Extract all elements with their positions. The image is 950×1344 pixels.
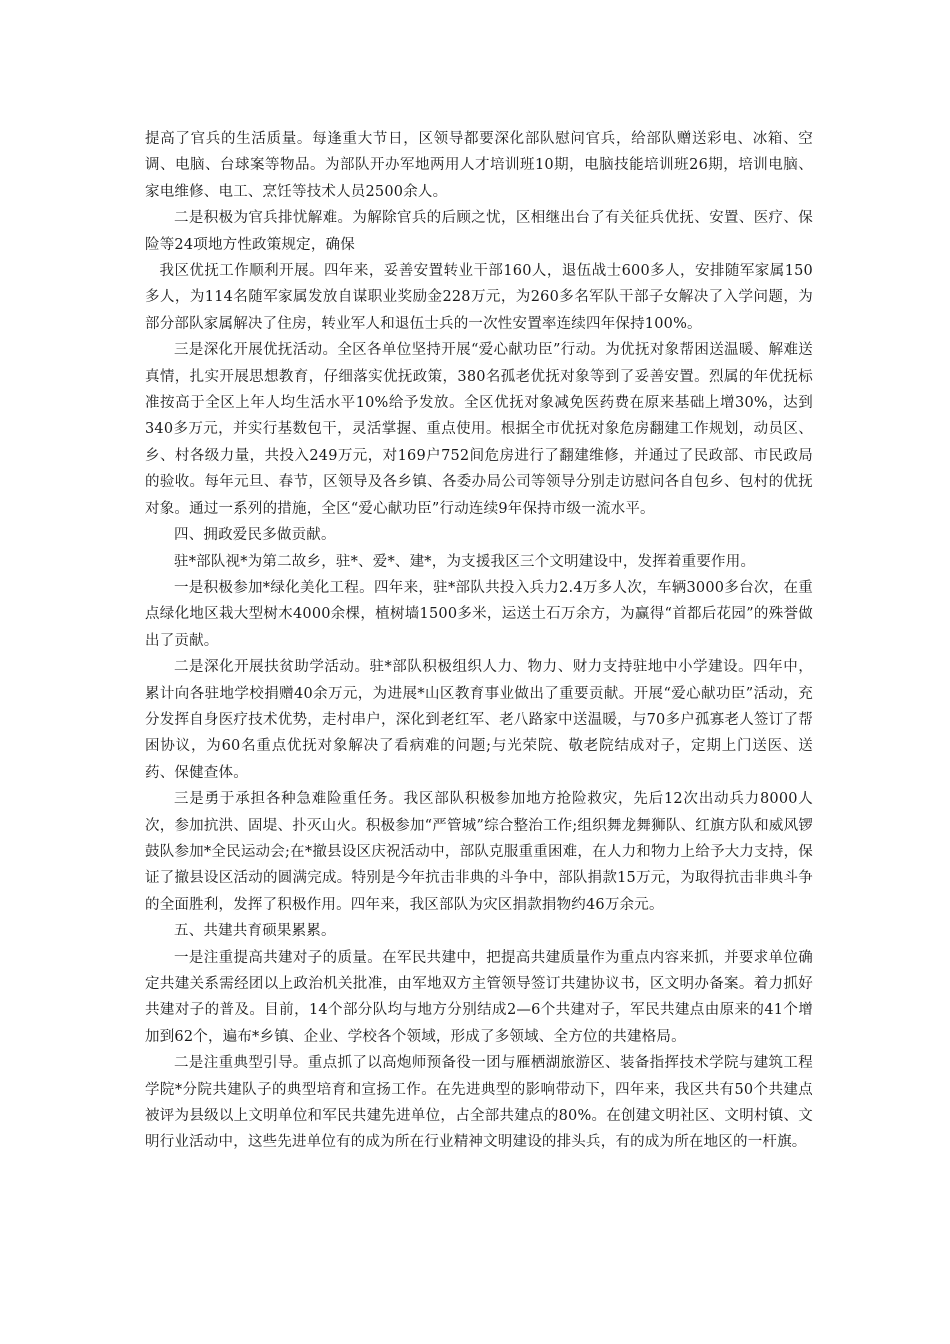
paragraph: 二是注重典型引导。重点抓了以高炮师预备役一团与雁栖湖旅游区、装备指挥技术学院与建筑工程学院*分院共建队子的典型培育和宣扬工作。在先进典型的影响带动下，四年来，我区共有50个共建点被评为县级以上文明单位和军民共建先进单位，占全部共建点的80%。在创建文明社区、文明村镇、文明行业活动中，这些先进单位有的成为所在行业精神文明建设的排头兵，有的成为所在地区的一杆旗。 (145, 1055, 813, 1151)
paragraph: 一是积极参加*绿化美化工程。四年来，驻*部队共投入兵力2.4万多人次，车辆3000多台次，在重点绿化地区栽大型树木4000余棵，植树墙1500多米，运送土石万余方，为赢得“首都后花园”的殊誉做出了贡献。 (145, 579, 813, 649)
paragraph: 我区优抚工作顺利开展。四年来，妥善安置转业干部160人，退伍战士600多人，安排随军家属150多人，为114名随军家属发放自谋职业奖励金228万元，为260多名军队干部子女解决了入学问题，为部分部队家属解决了住房，转业军人和退伍士兵的一次性安置率连续四年保持100%。 (145, 263, 813, 332)
paragraph: 提高了官兵的生活质量。每逢重大节日，区领导都要深化部队慰问官兵，给部队赠送彩电、冰箱、空调、电脑、台球案等物品。为部队开办军地两用人才培训班10期，电脑技能培训班26期，培训电脑、家电维修、电工、烹饪等技术人员2500余人。 (145, 131, 813, 200)
paragraph: 三是勇于承担各种急难险重任务。我区部队积极参加地方抢险救灾，先后12次出动兵力8000人次，参加抗洪、固堤、扑灭山火。积极参加“严管城”综合整治工作;组织舞龙舞狮队、红旗方队和威风锣鼓队参加*全民运动会;在*撤县设区庆祝活动中，部队克服重重困难，在人力和物力上给予大力支持，保证了撤县设区活动的圆满完成。特别是今年抗击非典的斗争中，部队捐款15万元，为取得抗击非典斗争的全面胜利，发挥了积极作用。四年来，我区部队为灾区捐款捐物约46万余元。 (145, 791, 813, 913)
paragraph: 驻*部队视*为第二故乡，驻*、爱*、建*，为支援我区三个文明建设中，发挥着重要作用。 (174, 553, 756, 570)
paragraph: 二是深化开展扶贫助学活动。驻*部队积极组织人力、物力、财力支持驻地中小学建设。四年中，累计向各驻地学校捐赠40余万元，为进展*山区教育事业做出了重要贡献。开展“爱心献功臣”活动，充分发挥自身医疗技术优势，走村串户，深化到老红军、老八路家中送温暖，与70多户孤寡老人签订了帮困协议，为60名重点优抚对象解决了看病难的问题;与光荣院、敬老院结成对子，定期上门送医、送药、保健查体。 (145, 659, 813, 781)
section-heading: 五、共建共育硕果累累。 (174, 923, 336, 940)
paragraph: 二是积极为官兵排忧解难。为解除官兵的后顾之忧，区相继出台了有关征兵优抚、安置、医疗、保险等24项地方性政策规定，确保 (145, 210, 813, 253)
section-heading: 四、拥政爱民多做贡献。 (174, 527, 336, 544)
paragraph: 一是注重提高共建对子的质量。在军民共建中，把提高共建质量作为重点内容来抓，并要求单位确定共建关系需经团以上政治机关批准，由军地双方主管领导签订共建协议书，区文明办备案。着力抓好共建对子的普及。目前，14个部分队均与地方分别结成2—6个共建对子，军民共建点由原来的41个增加到62个，遍布*乡镇、企业、学校各个领域，形成了多领域、全方位的共建格局。 (145, 949, 813, 1045)
document-body (145, 126, 813, 1156)
paragraph: 三是深化开展优抚活动。全区各单位坚持开展“爱心献功臣”行动。为优抚对象帮困送温暖、解难送真情，扎实开展思想教育，仔细落实优抚政策，380名孤老优抚对象等到了妥善安置。烈属的年优抚标准按高于全区上年人均生活水平10%给予发放。全区优抚对象减免医药费在原来基础上增30%，达到340多万元，并实行基数包干，灵活掌握、重点使用。根据全市优抚对象危房翻建工作规划，动员区、乡、村各级力量，共投入249万元，对169户752间危房进行了翻建维修，并通过了民政部、市民政局的验收。每年元旦、春节，区领导及各乡镇、各委办局公司等领导分别走访慰问各自包乡、包村的优抚对象。通过一系列的措施，全区“爱心献功臣”行动连续9年保持市级一流水平。 (145, 342, 813, 517)
